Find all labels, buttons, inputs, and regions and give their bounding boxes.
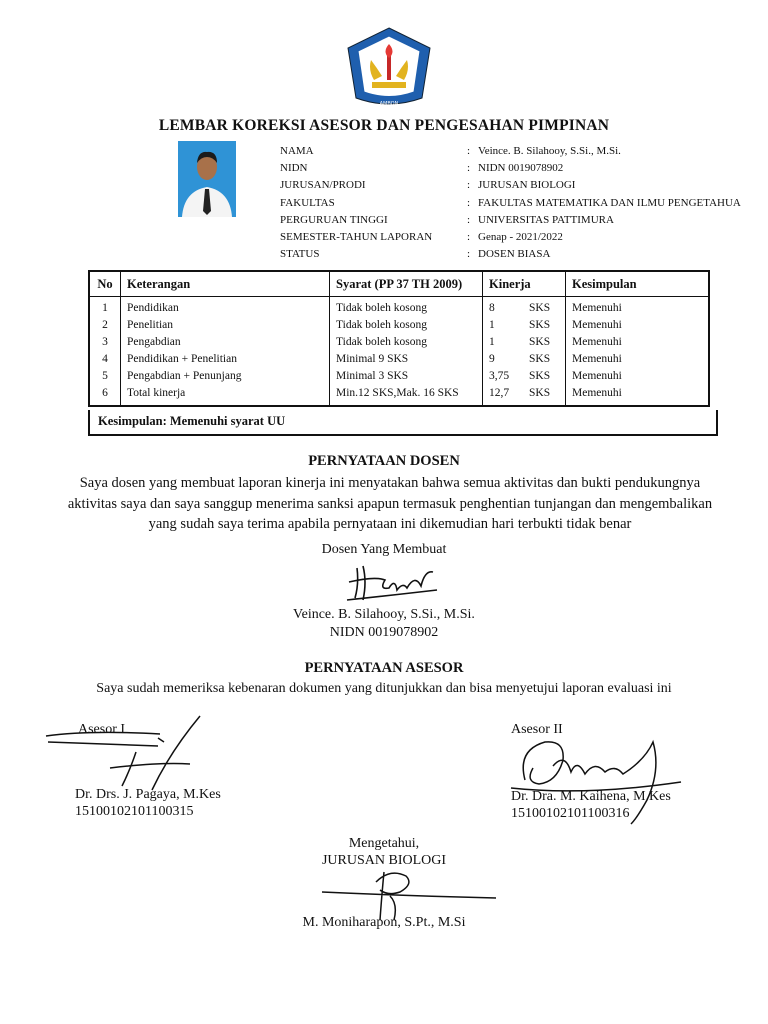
dosen-statement-line: Saya dosen yang membuat laporan kinerja ini menyatakan bahwa semua aktivitas dan bukti pendukungnya xyxy=(79,475,701,491)
cell-syarat: Tidak boleh kosong xyxy=(330,317,483,334)
cell-syarat: Tidak boleh kosong xyxy=(330,334,483,351)
dosen-statement-line: yang sudah saya terima apabila pernyataan ini dikemudian hari terbukti tidak benar xyxy=(148,516,632,532)
info-label: STATUS xyxy=(280,248,320,261)
university-logo xyxy=(344,26,434,110)
cell-keterangan: Pendidikan + Penelitian xyxy=(121,351,330,368)
cell-kinerja xyxy=(483,368,566,385)
cell-syarat: Min.12 SKS,Mak. 16 SKS xyxy=(330,385,483,406)
table-row xyxy=(89,334,709,351)
kinerja-value: 12,7 xyxy=(489,387,510,399)
cell-no: 6 xyxy=(89,385,121,406)
svg-text:AMBON: AMBON xyxy=(379,101,399,107)
approval-name: M. Moniharapon, S.Pt., M.Si xyxy=(302,915,466,930)
info-separator: : xyxy=(467,145,471,157)
cell-keterangan: Penelitian xyxy=(121,317,330,334)
kinerja-value: 8 xyxy=(489,302,495,314)
kinerja-unit: SKS xyxy=(529,336,551,348)
info-label: SEMESTER-TAHUN LAPORAN xyxy=(280,230,433,243)
asesor-1-id: 15100102101100315 xyxy=(75,804,194,819)
kinerja-value: 3,75 xyxy=(489,370,510,382)
dosen-sign-label: Dosen Yang Membuat xyxy=(321,542,447,557)
cell-kesimpulan: Memenuhi xyxy=(566,385,710,406)
info-label: FAKULTAS xyxy=(280,196,335,209)
cell-syarat: Minimal 9 SKS xyxy=(330,351,483,368)
cell-keterangan: Pengabdian xyxy=(121,334,330,351)
cell-syarat: Minimal 3 SKS xyxy=(330,368,483,385)
info-label: NAMA xyxy=(280,145,314,157)
info-separator: : xyxy=(467,179,471,192)
cell-kesimpulan: Memenuhi xyxy=(566,297,710,318)
dosen-statement-line: aktivitas saya dan saya sanggup menerima sanksi apapun termasuk penghentian tunjangan dan mengembalikan xyxy=(67,495,713,512)
cell-kinerja xyxy=(483,317,566,334)
col-keterangan: Keterangan xyxy=(121,271,330,297)
table-header-row xyxy=(89,271,709,297)
cell-kesimpulan: Memenuhi xyxy=(566,334,710,351)
asesor-1-label: Asesor I xyxy=(78,722,126,737)
asesor-2-id: 15100102101100316 xyxy=(511,806,630,821)
info-separator: : xyxy=(467,196,471,209)
info-value: NIDN 0019078902 xyxy=(478,162,564,175)
info-label: JURUSAN/PRODI xyxy=(280,179,366,192)
asesor-statement: Saya sudah memeriksa kebenaran dokumen yang ditunjukkan dan bisa menyetujui laporan evaluasi ini xyxy=(96,681,672,696)
dosen-name: Veince. B. Silahooy, S.Si., M.Si. xyxy=(293,607,475,622)
approval-signature xyxy=(320,862,500,922)
info-label: PERGURUAN TINGGI xyxy=(280,213,388,226)
kinerja-unit: SKS xyxy=(529,319,551,331)
page-title: LEMBAR KOREKSI ASESOR DAN PENGESAHAN PIMPINAN xyxy=(158,117,610,134)
asesor-1-signature xyxy=(40,712,220,792)
asesor-2-name: Dr. Dra. M. Kaihena, M.Kes xyxy=(511,789,671,804)
asesor-1-name: Dr. Drs. J. Pagaya, M.Kes xyxy=(75,787,221,802)
info-separator: : xyxy=(467,230,471,243)
col-no: No xyxy=(89,271,121,297)
dosen-signature xyxy=(345,560,440,605)
kinerja-unit: SKS xyxy=(529,370,551,382)
table-row xyxy=(89,351,709,368)
info-value: Veince. B. Silahooy, S.Si., M.Si. xyxy=(478,145,621,157)
info-label: NIDN xyxy=(280,162,308,175)
table-row xyxy=(89,368,709,385)
cell-syarat: Tidak boleh kosong xyxy=(330,297,483,318)
cell-keterangan: Pendidikan xyxy=(121,297,330,318)
cell-keterangan: Total kinerja xyxy=(121,385,330,406)
info-value: FAKULTAS MATEMATIKA DAN ILMU PENGETAHUA xyxy=(478,196,741,209)
cell-kesimpulan: Memenuhi xyxy=(566,351,710,368)
dosen-heading: PERNYATAAN DOSEN xyxy=(308,453,460,469)
cell-keterangan: Pengabdian + Penunjang xyxy=(121,368,330,385)
kinerja-unit: SKS xyxy=(529,353,551,365)
approval-line-2: JURUSAN BIOLOGI xyxy=(321,853,447,868)
cell-no: 4 xyxy=(89,351,121,368)
cell-no: 5 xyxy=(89,368,121,385)
info-value: JURUSAN BIOLOGI xyxy=(478,179,576,192)
evaluation-table xyxy=(88,270,710,407)
dosen-nidn: NIDN 0019078902 xyxy=(329,625,439,640)
kinerja-unit: SKS xyxy=(529,302,551,314)
kinerja-value: 9 xyxy=(489,353,495,365)
cell-kinerja xyxy=(483,351,566,368)
info-value: UNIVERSITAS PATTIMURA xyxy=(478,213,614,226)
col-syarat: Syarat (PP 37 TH 2009) xyxy=(330,271,483,297)
approval-line-1: Mengetahui, xyxy=(348,836,420,851)
table-summary: Kesimpulan: Memenuhi syarat UU xyxy=(88,410,718,436)
asesor-heading: PERNYATAAN ASESOR xyxy=(304,660,464,676)
info-value: DOSEN BIASA xyxy=(478,248,551,261)
asesor-2-label: Asesor II xyxy=(511,722,563,737)
table-row xyxy=(89,317,709,334)
cell-kinerja xyxy=(483,385,566,406)
kinerja-value: 1 xyxy=(489,336,495,348)
cell-kesimpulan: Memenuhi xyxy=(566,368,710,385)
cell-kinerja xyxy=(483,297,566,318)
kinerja-value: 1 xyxy=(489,319,495,331)
cell-no: 1 xyxy=(89,297,121,318)
cell-kesimpulan: Memenuhi xyxy=(566,317,710,334)
info-separator: : xyxy=(467,248,471,261)
kinerja-unit: SKS xyxy=(529,387,551,399)
col-kinerja: Kinerja xyxy=(483,271,566,297)
cell-kinerja xyxy=(483,334,566,351)
info-separator: : xyxy=(467,162,471,175)
cell-no: 2 xyxy=(89,317,121,334)
info-separator: : xyxy=(467,213,471,226)
profile-photo xyxy=(178,141,236,217)
dosen-statement xyxy=(40,473,740,535)
cell-no: 3 xyxy=(89,334,121,351)
col-kesimpulan: Kesimpulan xyxy=(566,271,710,297)
table-row xyxy=(89,297,709,318)
info-value: Genap - 2021/2022 xyxy=(478,230,563,243)
table-row xyxy=(89,385,709,406)
